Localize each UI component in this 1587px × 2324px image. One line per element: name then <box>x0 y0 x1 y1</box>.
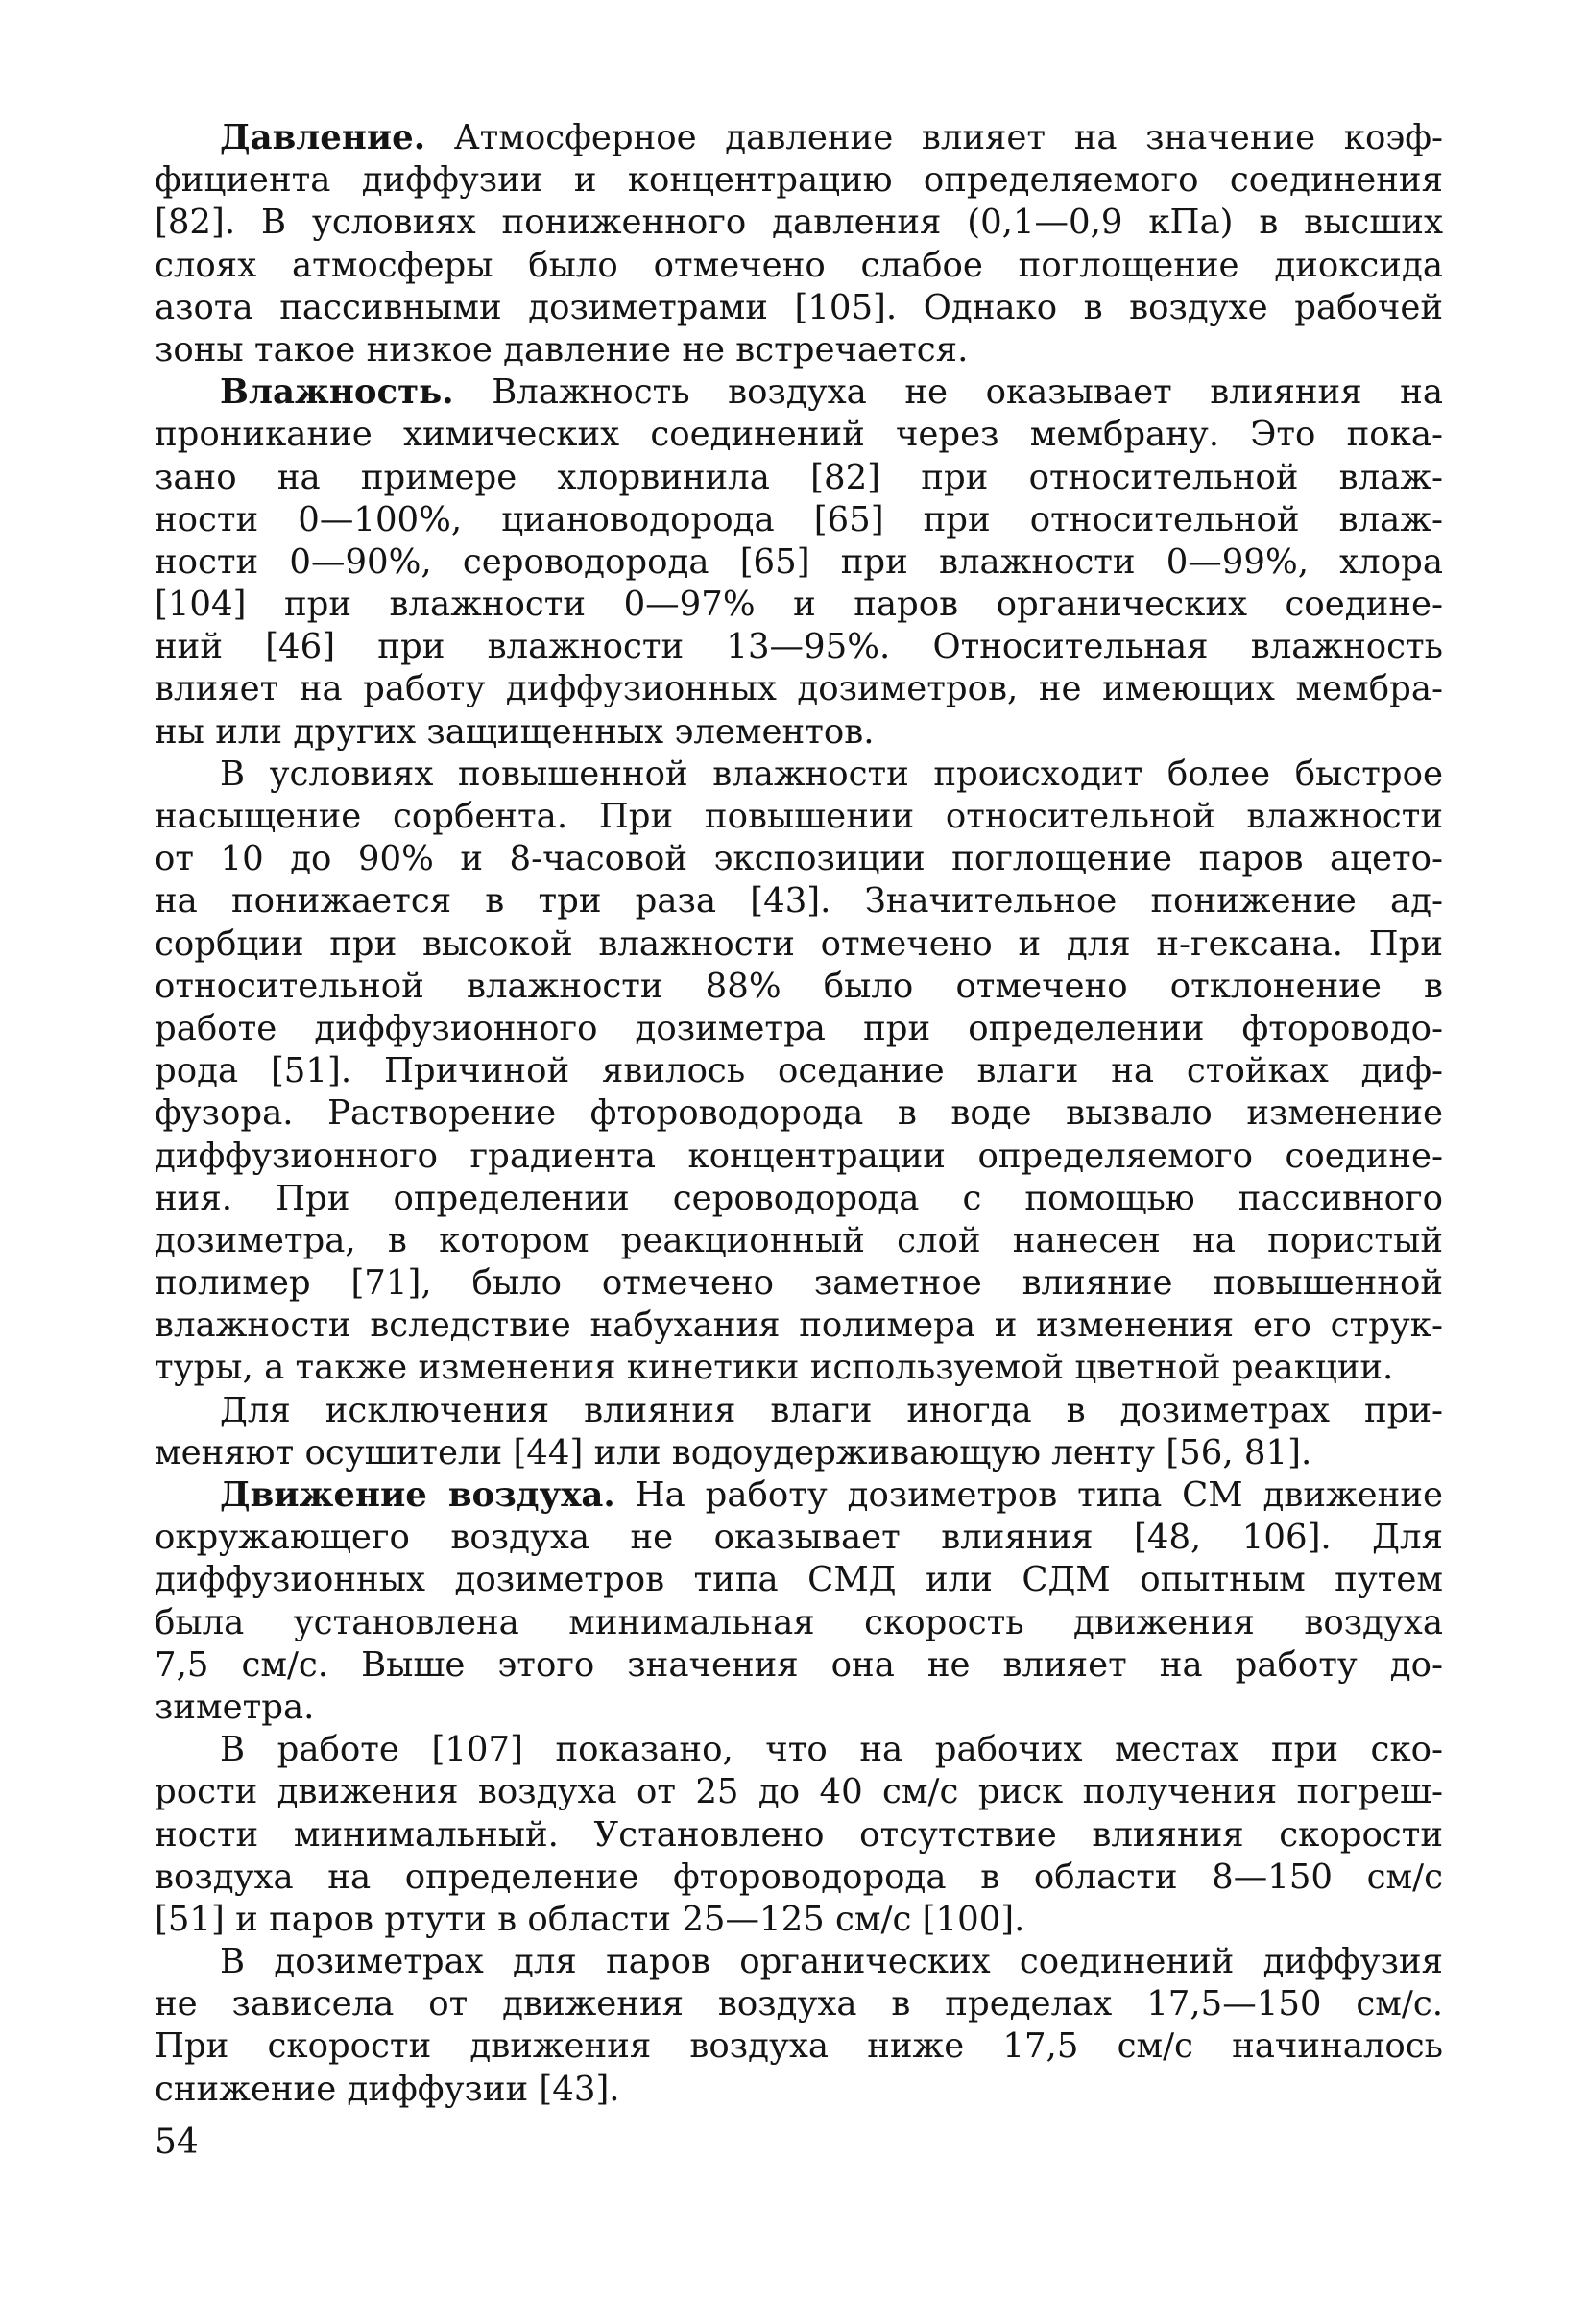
text-line: [104] при влажности 0—97% и паров органических соедине- <box>155 585 1443 625</box>
text-line: работе диффузионного дозиметра при определении фтороводо- <box>155 1008 1443 1048</box>
text-line: ны или других защищенных элементов. <box>155 711 875 752</box>
text-line: фициента диффузии и концентрацию определяемого соединения <box>155 160 1443 201</box>
paragraph-work-places <box>155 1729 1443 1941</box>
text-line: диффузионных дозиметров типа СМД или СДМ опытным путем <box>155 1560 1443 1600</box>
text-line: насыщение сорбента. При повышении относительной влажности <box>155 797 1443 836</box>
paragraph-humidity <box>155 371 1443 754</box>
text-line: ности минимальный. Установлено отсутствие влияния скорости <box>155 1814 1443 1855</box>
text-line: 7,5 см/с. Выше этого значения она не влияет на работу до- <box>155 1644 1443 1685</box>
text-line: дозиметра, в котором реакционный слой нанесен на пористый <box>155 1220 1443 1260</box>
line-text: Атмосферное давление влияет на значение коэф- <box>425 118 1443 157</box>
text-line: фузора. Растворение фтороводорода в воде вызвало изменение <box>155 1093 1443 1134</box>
page-number: 54 <box>155 2122 199 2162</box>
text-line: азота пассивными дозиметрами [105]. Однако в воздухе рабочей <box>155 287 1443 327</box>
text-line: ния. При определении сероводорода с помощью пассивного <box>155 1178 1443 1218</box>
text-line: от 10 до 90% и 8-часовой экспозиции поглощение паров ацето- <box>155 839 1443 879</box>
text-line: рода [51]. Причиной явилось оседание влаги на стойках диф- <box>155 1051 1443 1091</box>
text-line: влажности вследствие набухания полимера и изменения его струк- <box>155 1306 1443 1346</box>
text-line: меняют осушители [44] или водоудерживающую ленту [56, 81]. <box>155 1432 1312 1473</box>
text-line: ний [46] при влажности 13—95%. Относительная влажность <box>155 627 1443 667</box>
text-line: туры, а также изменения кинетики используемой цветной реакции. <box>155 1348 1394 1388</box>
text-line: зано на примере хлорвинила [82] при относительной влаж- <box>155 457 1443 497</box>
page-body <box>155 117 1443 2111</box>
text-line: [51] и паров ртути в области 25—125 см/с [100]. <box>155 1899 1025 1939</box>
line-text: Влажность воздуха не оказывает влияния на <box>453 372 1443 413</box>
text-line: была установлена минимальная скорость движения воздуха <box>155 1602 1443 1642</box>
text-line <box>155 1474 1443 1517</box>
text-line <box>155 371 1443 414</box>
text-line: снижение диффузии [43]. <box>155 2069 620 2109</box>
text-line: не зависела от движения воздуха в пределах 17,5—150 см/с. <box>155 1984 1443 2025</box>
text-line: [82]. В условиях пониженного давления (0,1—0,9 кПа) в высших <box>155 203 1443 243</box>
paragraph-lead: Движение воздуха. <box>220 1475 615 1515</box>
paragraph-lead: Давление. <box>220 118 426 157</box>
text-line: зоны такое низкое давление не встречается. <box>155 329 969 370</box>
paragraph-desiccants <box>155 1390 1443 1474</box>
text-line: относительной влажности 88% было отмечено отклонение в <box>155 966 1443 1006</box>
text-line: При скорости движения воздуха ниже 17,5 см/с начиналось <box>155 2026 1443 2067</box>
text-line: В работе [107] показано, что на рабочих местах при ско- <box>220 1730 1443 1770</box>
text-line: воздуха на определение фтороводорода в области 8—150 см/с <box>155 1857 1443 1897</box>
paragraph-air-movement <box>155 1474 1443 1729</box>
text-line: рости движения воздуха от 25 до 40 см/с риск получения погреш- <box>155 1772 1443 1812</box>
text-line: слоях атмосферы было отмечено слабое поглощение диоксида <box>155 245 1443 285</box>
text-line: полимер [71], было отмечено заметное влияние повышенной <box>155 1263 1443 1304</box>
text-line: на понижается в три раза [43]. Значительное понижение ад- <box>155 881 1443 922</box>
text-line: Для исключения влияния влаги иногда в дозиметрах при- <box>220 1390 1443 1430</box>
text-line: проникание химических соединений через мембрану. Это пока- <box>155 415 1443 455</box>
paragraph-high-humidity <box>155 754 1443 1390</box>
text-line <box>155 117 1443 159</box>
text-line: диффузионного градиента концентрации определяемого соедине- <box>155 1136 1443 1176</box>
text-line: влияет на работу диффузионных дозиметров, не имеющих мембра- <box>155 669 1443 709</box>
text-line: ности 0—100%, циановодорода [65] при относительной влаж- <box>155 499 1443 539</box>
paragraph-lead: Влажность. <box>220 372 454 413</box>
text-line: окружающего воздуха не оказывает влияния [48, 106]. Для <box>155 1518 1443 1558</box>
text-line: В дозиметрах для паров органических соединений диффузия <box>220 1942 1443 1982</box>
line-text: На работу дозиметров типа СМ движение <box>614 1475 1443 1515</box>
text-line: В условиях повышенной влажности происходит более быстрое <box>220 754 1443 794</box>
text-line: зиметра. <box>155 1687 315 1727</box>
paragraph-organic-vapors <box>155 1941 1443 2111</box>
text-line: сорбции при высокой влажности отмечено и для н-гексана. При <box>155 923 1443 964</box>
paragraph-pressure <box>155 117 1443 371</box>
text-line: ности 0—90%, сероводорода [65] при влажности 0—99%, хлора <box>155 541 1443 582</box>
